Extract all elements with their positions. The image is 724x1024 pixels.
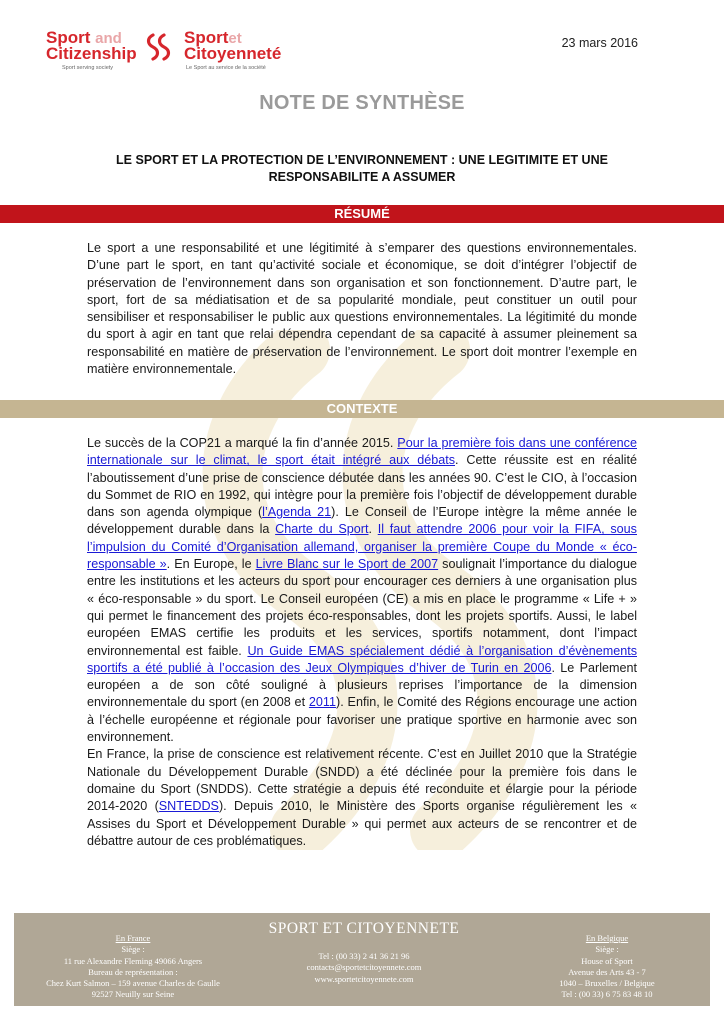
logo-en-tagline: Sport serving society (62, 65, 114, 71)
resume-paragraph (87, 240, 637, 378)
footer-belgique-line: Siège : (595, 944, 619, 955)
logo-en-word-and: and (95, 30, 122, 47)
subtitle-line-2: RESPONSABILITE A ASSUMER (268, 170, 456, 184)
logo-fr-word-citoyennete: Citoyenneté (184, 44, 282, 63)
logo-english-name (46, 30, 137, 61)
footer-france-line: Bureau de représentation : (88, 966, 178, 977)
footer-belgique-line: 1040 – Bruxelles / Belgique (559, 978, 655, 989)
logo-french-name (184, 30, 281, 61)
footer-france-line: 92527 Neuilly sur Seine (91, 989, 175, 1000)
contexte-text: . (368, 522, 378, 537)
footer-belgique-line: Tel : (00 33) 6 75 83 48 10 (561, 989, 653, 1000)
section-header-contexte: CONTEXTE (0, 400, 724, 418)
logo-fr-word-sport: Sport (184, 28, 229, 47)
contexte-text: . Le Parlement européen a de son côté souligné à plusieurs reprises l’importance de la dimension environnementale du sport (en 2008 et (87, 660, 637, 710)
footer-belgique-heading: En Belgique (585, 933, 629, 943)
link-cop21-sport[interactable]: Pour la première fois dans une conférence internationale sur le climat, le sport était intégré aux débats (87, 436, 637, 468)
footer-france-line: Chez Kurt Salmon – 159 avenue Charles de Gaulle (46, 978, 220, 989)
subtitle-line-1: LE SPORT ET LA PROTECTION DE L’ENVIRONNEMENT : UNE LEGITIMITE ET UNE (116, 153, 608, 167)
contexte-paragraph-2 (87, 746, 637, 850)
organization-logo (46, 30, 286, 76)
footer (14, 913, 710, 1006)
contexte-text: ). Le Conseil de l’Europe intègre la même année le développement durable dans la (87, 505, 638, 537)
footer-website[interactable]: www.sportetcitoyennete.com (314, 973, 414, 984)
contexte-text: En France, la prise de conscience est relativement récente. C’est en Juillet 2010 que la Stratégie Nationale du Développement Durable (SNDD) a été déclinée pour la première fois dans le domaine du Sport (SNDDS). Cette stratégie a depuis été reconduite et élargie pour la période 2014-2020 ( (87, 747, 637, 814)
contexte-text: ). Depuis 2010, le Ministère des Sports organise régulièrement les « Assises du Sport et Développement Durable » qui permet aux acteurs de se rencontrer et de débattre autour de ces problématiques. (87, 799, 637, 848)
link-fifa-2006[interactable]: Il faut attendre 2006 pour voir la FIFA, sous l’impulsion du Comité d’Organisation allemand, organiser la première Coupe du Monde « éco-responsable » (87, 522, 637, 572)
footer-france-heading: En France (115, 933, 151, 943)
link-livre-blanc[interactable]: Livre Blanc sur le Sport de 2007 (255, 557, 439, 572)
contexte-body (87, 435, 637, 850)
logo-en-word-citizenship: Citizenship (46, 44, 137, 63)
footer-belgique-address (504, 933, 710, 1001)
document-title: NOTE DE SYNTHÈSE (259, 92, 465, 114)
resume-text: Le sport a une responsabilité et une légitimité à s’emparer des questions environnementales. D’une part le sport, en tant qu’activité sociale et économique, se doit d’intégrer l’objectif de préservation de l’environnement dans son organisation et son fonctionnement. D’autre part, le sport, fort de sa médiatisation et de sa popularité mondiale, peut constituer un outil pour sensibiliser et responsabiliser le public aux questions environnementales. La légitimité du monde du sport à agir en tant que relai dépendra cependant de sa capacité à assumer pleinement sa responsabilité en matière de préservation de l’environnement. Le sport doit montrer l’exemple en matière environnementale. (87, 241, 637, 377)
footer-contact (244, 919, 484, 985)
contexte-paragraph-1 (87, 435, 637, 746)
footer-france-address (14, 933, 252, 1001)
logo-fr-word-et: et (228, 30, 242, 47)
contexte-text: soulignait l’importance du dialogue entre les institutions et les acteurs du sport pour encourager ces derniers à une organisation plus « éco-responsable » du sport. Le Conseil européen (CE) a mis en place le programme « Life + » qui permet le financement des projets éco-responsables, dont les projets sportifs. Aussi, le label européen EMAS certifie les produits et les services, sportifs notamment, dont l’impact environnemental est faible. (87, 557, 638, 658)
footer-belgique-line: Avenue des Arts 43 - 7 (568, 966, 646, 977)
contexte-text: . Cette réussite est en réalité l’aboutissement d’une prise de conscience débutée dans les années 90. C’est le CIO, à l’occasion du Sommet de RIO en 1992, qui intègre pour la première fois l’objectif de développement durable dans son agenda olympique ( (87, 453, 637, 520)
footer-brand: SPORT ET CITOYENNETE (268, 920, 460, 937)
logo-en-word-sport: Sport (46, 28, 91, 47)
footer-belgique-line: House of Sport (581, 955, 633, 966)
footer-email[interactable]: contacts@sportetcitoyennete.com (306, 962, 422, 973)
link-guide-emas[interactable]: Un Guide EMAS spécialement dédié à l’organisation d’évènements sportifs a été publié à l’occasion des Jeux Olympiques d’hiver de Turin en 2006 (87, 643, 637, 675)
document-date: 23 mars 2016 (561, 36, 638, 50)
contexte-text: ). Enfin, le Comité des Régions encourage une action à l’échelle européenne et régionale pour favoriser une pratique sportive en harmonie avec son environnement. (87, 695, 638, 745)
section-header-resume: RÉSUMÉ (0, 205, 724, 223)
link-2011[interactable]: 2011 (308, 695, 337, 710)
contexte-text: . En Europe, le (166, 557, 256, 572)
logo-s-mark-icon (144, 32, 174, 62)
link-sntedds[interactable]: SNTEDDS (158, 799, 219, 814)
contexte-text: Le succès de la COP21 a marqué la fin d’année 2015. (87, 436, 398, 450)
document-subtitle (70, 152, 654, 186)
footer-phone: Tel : (00 33) 2 41 36 21 96 (318, 951, 410, 961)
link-agenda-21[interactable]: l’Agenda 21 (262, 505, 332, 520)
logo-fr-tagline: Le Sport au service de la société (186, 65, 266, 71)
footer-france-line: Siège : (121, 944, 145, 955)
footer-france-line: 11 rue Alexandre Fleming 49066 Angers (63, 955, 203, 966)
link-charte-du-sport[interactable]: Charte du Sport (275, 522, 369, 537)
